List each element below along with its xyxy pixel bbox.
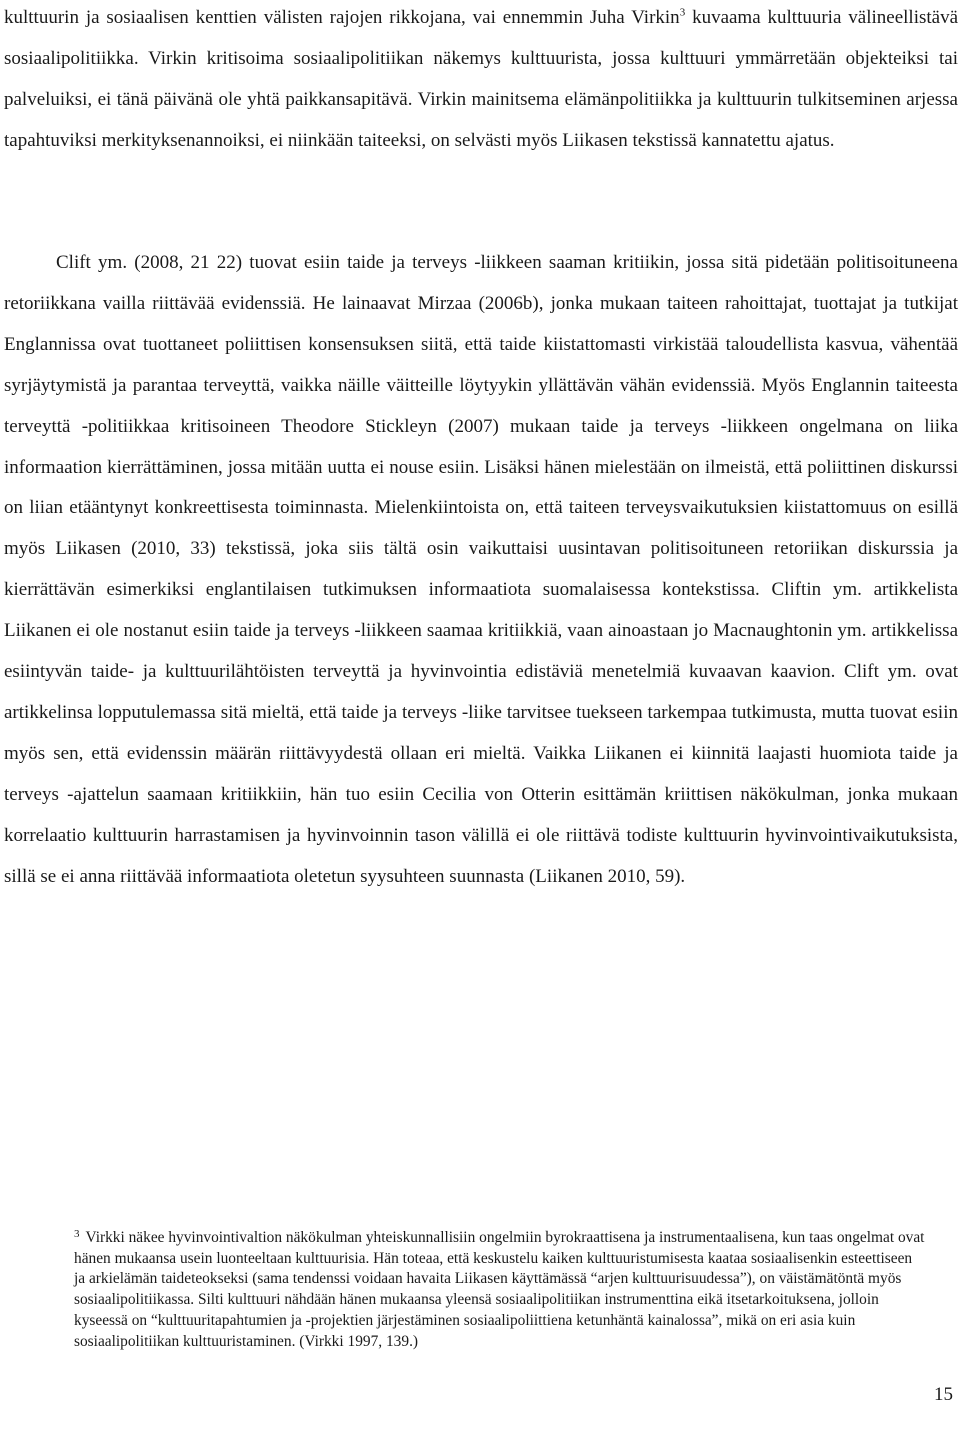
footnote (74, 1224, 926, 1352)
page-number: 15 (934, 1384, 953, 1405)
body-paragraph-1 (4, 0, 958, 162)
footnote-text: Virkki näkee hyvinvointivaltion näkökulman yhteiskunnallisiin ongelmiin byrokraattisena ja instrumentaalisena, kun taas ongelmat ovat hänen mukaansa usein luonteeltaan kulttuurisia. Hän toteaa, että keskustelu kaiken kulttuuristumisesta kaataa sosiaalisenkin esteettiseen ja arkielämän taideteokseksi (sama tendenssi voidaan havaita Liikasen käyttämässä “arjen kulttuurisuudessa”), on väistämätöntä myös sosiaalipolitiikassa. Silti kulttuuri nähdään hänen mukaansa yleensä sosiaalipolitiikan instrumenttina eikä itsetarkoituksena, jolloin kyseessä on “kulttuuritapahtumien ja -projektien järjestäminen sosiaalipoliittiena ketunhäntä kainalossa”, mikä on eri asia kuin sosiaalipolitiikan kulttuuristaminen. (Virkki 1997, 139.) (74, 1229, 925, 1350)
paragraph-1-text-end: kuvaama kulttuuria välineellistävä sosiaalipolitiikka. Virkin kritisoima sosiaalipolitiikan näkemys kulttuurista, jossa kulttuuri ymmärretään objekteiksi tai palveluiksi, ei tänä päivänä ole yhtä paikkansapitävä. Virkin mainitsema elämänpolitiikka ja kulttuurin tulkitseminen arjessa tapahtuviksi merkityksenannoiksi, ei niinkään taiteeksi, on selvästi myös Liikasen tekstissä kannatettu ajatus. (4, 7, 959, 151)
body-paragraph-2: Clift ym. (2008, 21 22) tuovat esiin taide ja terveys -liikkeen saaman kritiikin, jossa sitä pidetään politisoituneena retoriikkana vailla riittävää evidenssiä. He lainaavat Mirzaa (2006b), jonka mukaan taiteen rahoittajat, tuottajat ja tutkijat Englannissa ovat tuottaneet poliittisen konsensuksen siitä, että taide kiistattomasti virkistää taloudellista kasvua, vähentää syrjäytymistä ja parantaa terveyttä, vaikka näille väitteille löytyykin yllättävän vähän evidenssiä. Myös Englannin taiteesta terveyttä -politiikkaa kritisoineen Theodore Stickleyn (2007) mukaan taide ja terveys -liikkeen ongelmana on liika informaation kierrättäminen, jossa mitään uutta ei nouse esiin. Lisäksi hänen mielestään on ilmeistä, että poliittinen diskurssi on liian etääntynyt konkreettisesta toiminnasta. Mielenkiintoista on, että taiteen terveysvaikutuksien kiistattomuus on esillä myös Liikasen (2010, 33) tekstissä, joka siis tältä osin vaikuttaisi uusintavan politisoituneen retoriikan diskurssia ja kierrättävän esimerkiksi englantilaisen tutkimuksen informaatiota suomalaisessa kontekstissa. Cliftin ym. artikkelista Liikanen ei ole nostanut esiin taide ja terveys -liikkeen saamaa kritiikkiä, vaan ainoastaan jo Macnaughtonin ym. artikkelissa esiintyvän taide- ja kulttuurilähtöisten terveyttä ja hyvinvointia edistäviä menetelmiä kuvaavan kaavion. Clift ym. ovat artikkelinsa lopputulemassa sitä mieltä, että taide ja terveys -liike tarvitsee tuekseen tarkempaa tutkimusta, mutta tuovat esiin myös sen, että evidenssin määrän riittävyydestä ollaan eri mieltä. Vaikka Liikanen ei kiinnitä laajasti huomiota taide ja terveys -ajattelun saamaan kritiikkiin, hän tuo esiin Cecilia von Otterin esittämän kriittisen näkökulman, jonka mukaan korrelaatio kulttuurin harrastamisen ja hyvinvoinnin tason välillä ei ole riittävä todiste kulttuurin hyvinvointivaikutuksista, sillä se ei anna riittävää informaatiota oletetun syysuhteen suunnasta (Liikanen 2010, 59). (4, 252, 958, 887)
footnote-number: 3 (74, 1228, 80, 1240)
paragraph-1-text-start: kulttuurin ja sosiaalisen kenttien välisten rajojen rikkojana, vai ennemmin Juha Virkin (4, 7, 680, 28)
footnote-reference-mark[interactable]: 3 (679, 6, 686, 19)
